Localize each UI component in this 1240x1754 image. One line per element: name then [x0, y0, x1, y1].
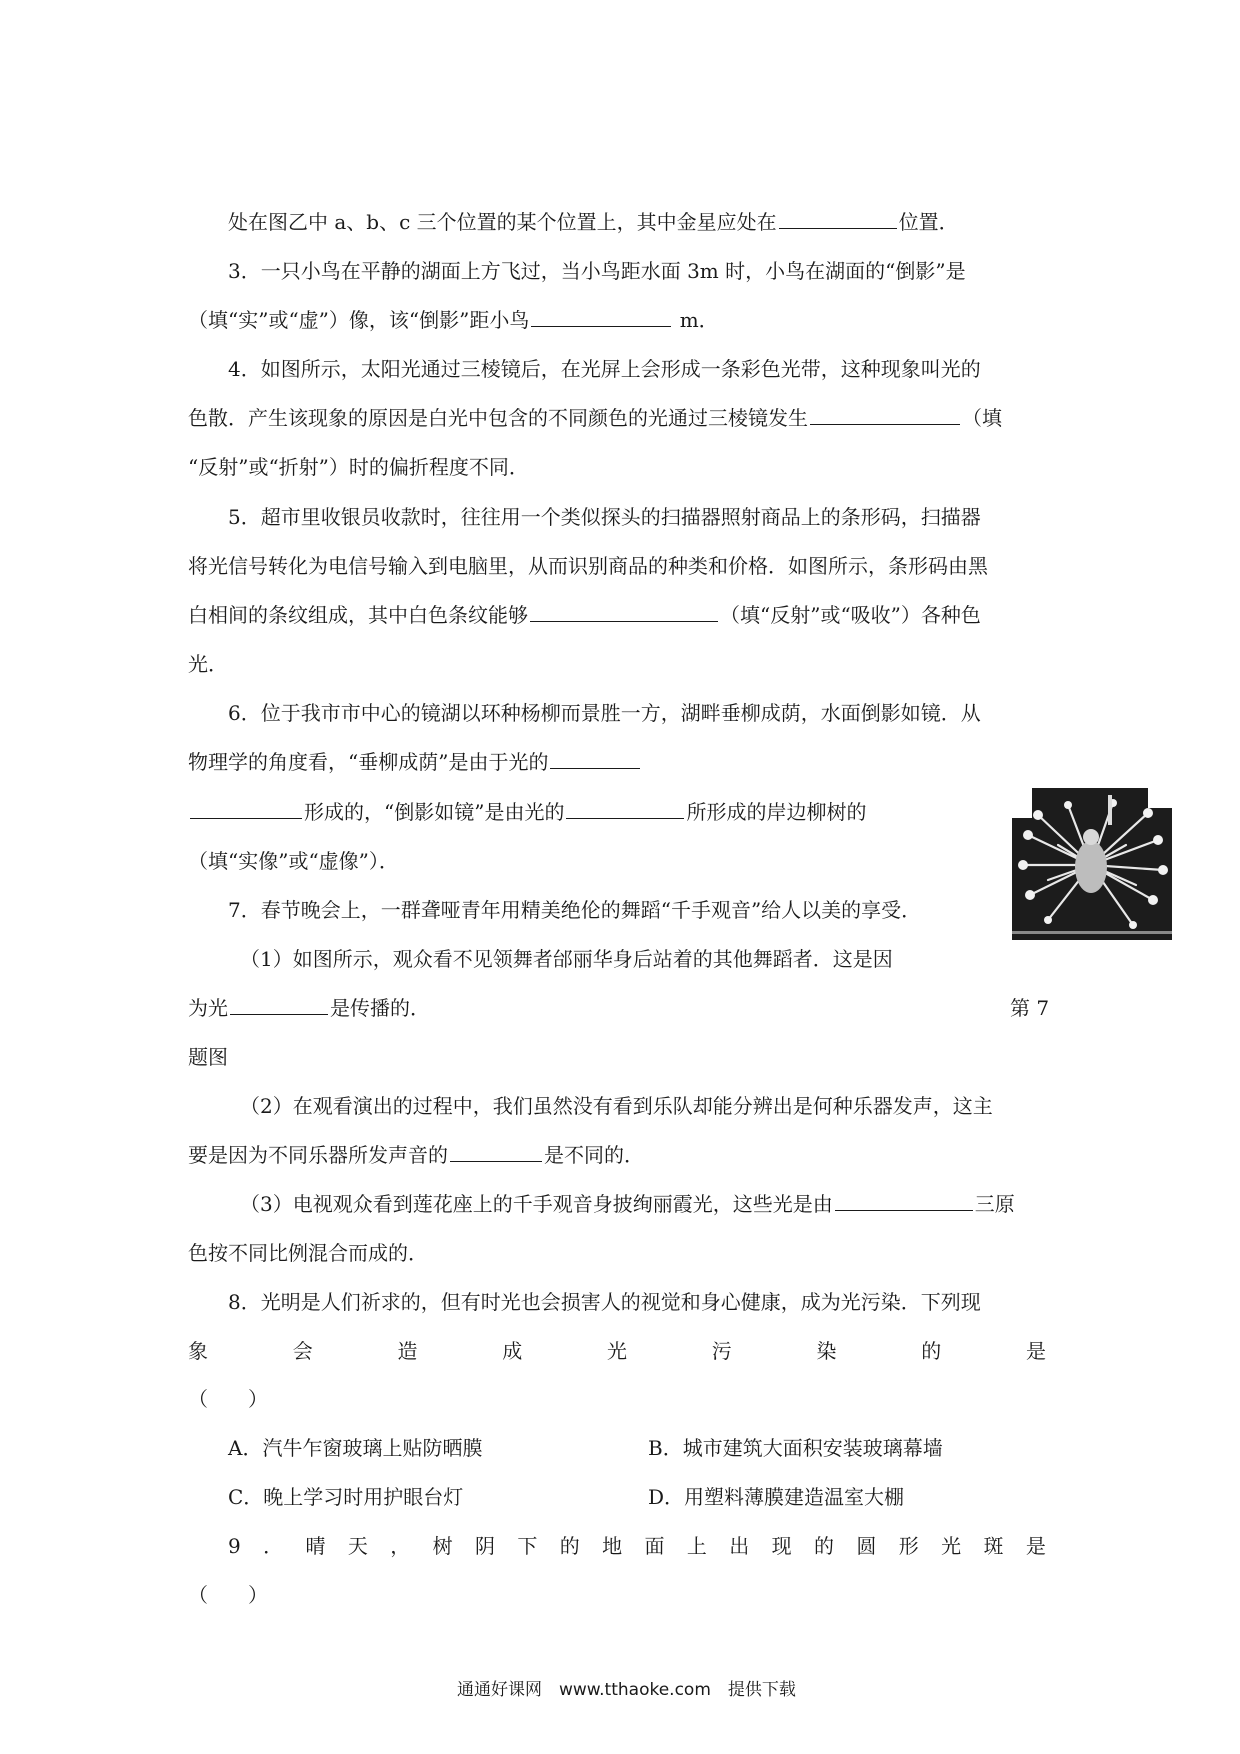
- page-footer: 通通好课网 www.tthaoke.com 提供下载: [457, 1680, 796, 1700]
- q6-line3: [188, 797, 866, 827]
- char: 上: [686, 1534, 707, 1558]
- q7-line7: 色按不同比例混合而成的．: [188, 1241, 428, 1265]
- char: 地: [602, 1534, 623, 1558]
- text: 位置．: [898, 210, 959, 234]
- text: m．: [679, 308, 719, 332]
- char: 是: [1026, 1339, 1046, 1363]
- answer-blank[interactable]: [810, 404, 960, 425]
- q8-option-c[interactable]: C．晚上学习时用护眼台灯: [228, 1485, 464, 1509]
- char: 阴: [474, 1534, 495, 1558]
- answer-blank[interactable]: [779, 208, 897, 229]
- q8-answer-paren[interactable]: （ ）: [188, 1387, 268, 1411]
- char: 光: [941, 1534, 962, 1558]
- q6-line4: （填“实像”或“虚像”）．: [188, 849, 399, 873]
- text: 形成的，“倒影如镜”是由光的: [304, 800, 565, 824]
- answer-blank[interactable]: [530, 601, 718, 622]
- char: 天: [347, 1534, 368, 1558]
- q4-line2: [188, 403, 1002, 433]
- char: 象: [188, 1339, 208, 1363]
- q7-line3: [188, 993, 430, 1023]
- char: ，: [390, 1534, 411, 1558]
- text: 是不同的．: [544, 1143, 644, 1167]
- text: 是传播的．: [330, 996, 430, 1020]
- q3-line1: 3．一只小鸟在平静的湖面上方飞过，当小鸟距水面 3m 时，小鸟在湖面的“倒影”是: [228, 259, 966, 283]
- text: （3）电视观众看到莲花座上的千手观音身披绚丽霞光，这些光是由: [240, 1192, 833, 1216]
- text: 为光: [188, 996, 228, 1020]
- text: 处在图乙中 a、b、c 三个位置的某个位置上，其中金星应处在: [228, 210, 777, 234]
- char: 成: [502, 1339, 523, 1363]
- q5-line2: 将光信号转化为电信号输入到电脑里，从而识别商品的种类和价格．如图所示，条形码由黑: [188, 554, 988, 578]
- char: 下: [517, 1534, 538, 1558]
- char: 染: [816, 1339, 837, 1363]
- char: ．: [263, 1534, 284, 1558]
- char: 树: [432, 1534, 453, 1558]
- char: 会: [292, 1339, 313, 1363]
- q5-line1: 5．超市里收银员收款时，往往用一个类似探头的扫描器照射商品上的条形码，扫描器: [228, 505, 981, 529]
- char: 的: [813, 1534, 834, 1558]
- q8-option-a[interactable]: A．汽牛乍窗玻璃上贴防晒膜: [228, 1436, 483, 1460]
- q7-line6: [240, 1189, 1015, 1219]
- q5-line3: [188, 600, 981, 630]
- text: （填“实”或“虚”）像，该“倒影”距小鸟: [188, 308, 530, 332]
- q7-line4: （2）在观看演出的过程中，我们虽然没有看到乐队却能分辨出是何种乐器发声，这主: [240, 1094, 993, 1118]
- char: 斑: [983, 1534, 1004, 1558]
- q8-option-d[interactable]: D．用塑料薄膜建造温室大棚: [648, 1485, 905, 1509]
- text: 白相间的条纹组成，其中白色条纹能够: [188, 603, 528, 627]
- q9-line1: [228, 1531, 1046, 1561]
- q7-line1: 7．春节晚会上，一群聋哑青年用精美绝伦的舞蹈“千手观音”给人以美的享受．: [228, 898, 922, 922]
- char: 9: [228, 1534, 241, 1558]
- char: 圆: [856, 1534, 877, 1558]
- dance-photo-image: [1008, 785, 1174, 945]
- answer-blank[interactable]: [550, 748, 640, 769]
- text: 物理学的角度看，“垂柳成荫”是由于光的: [188, 750, 549, 774]
- char: 面: [644, 1534, 665, 1558]
- q4-line3: “反射”或“折射”）时的偏折程度不同．: [188, 455, 529, 479]
- char: 造: [397, 1339, 418, 1363]
- figure-caption-b: 题图: [188, 1045, 228, 1069]
- q6-line2: [188, 747, 642, 777]
- q5-line4: 光．: [188, 652, 228, 676]
- char: 现: [771, 1534, 792, 1558]
- q8-line2: [188, 1336, 1046, 1366]
- char: 晴: [305, 1534, 326, 1558]
- char: 形: [898, 1534, 919, 1558]
- char: 的: [921, 1339, 942, 1363]
- answer-blank[interactable]: [190, 798, 302, 819]
- answer-blank[interactable]: [450, 1141, 542, 1162]
- text: 三原: [974, 1192, 1015, 1216]
- q8-option-b[interactable]: B．城市建筑大面积安装玻璃幕墙: [648, 1436, 943, 1460]
- text: （填“反射”或“吸收”）各种色: [720, 603, 981, 627]
- q3-line2: [188, 305, 719, 335]
- char: 是: [1025, 1534, 1046, 1558]
- answer-blank[interactable]: [531, 306, 671, 327]
- answer-blank[interactable]: [835, 1190, 973, 1211]
- char: 的: [559, 1534, 580, 1558]
- char: 光: [607, 1339, 627, 1363]
- text: （填: [962, 406, 1002, 430]
- answer-blank[interactable]: [230, 994, 328, 1015]
- q8-line1: 8．光明是人们祈求的，但有时光也会损害人的视觉和身心健康，成为光污染．下列现: [228, 1290, 981, 1314]
- char: 出: [729, 1534, 750, 1558]
- q4-line1: 4．如图所示，太阳光通过三棱镜后，在光屏上会形成一条彩色光带，这种现象叫光的: [228, 357, 981, 381]
- char: 污: [711, 1339, 732, 1363]
- text: 色散．产生该现象的原因是白光中包含的不同颜色的光通过三棱镜发生: [188, 406, 808, 430]
- answer-blank[interactable]: [566, 798, 684, 819]
- q6-line1: 6．位于我市市中心的镜湖以环种杨柳而景胜一方，湖畔垂柳成荫，水面倒影如镜．从: [228, 701, 981, 725]
- q7-line2: （1）如图所示，观众看不见领舞者邰丽华身后站着的其他舞蹈者．这是因: [240, 947, 893, 971]
- text: 要是因为不同乐器所发声音的: [188, 1143, 448, 1167]
- text: 所形成的岸边柳树的: [686, 800, 867, 824]
- figure-caption-a: 第 7: [1010, 996, 1050, 1020]
- q7-line5: [188, 1140, 644, 1170]
- q9-answer-paren[interactable]: （ ）: [188, 1583, 268, 1607]
- q2-continuation: [228, 207, 959, 237]
- dance-photo: [1008, 785, 1174, 945]
